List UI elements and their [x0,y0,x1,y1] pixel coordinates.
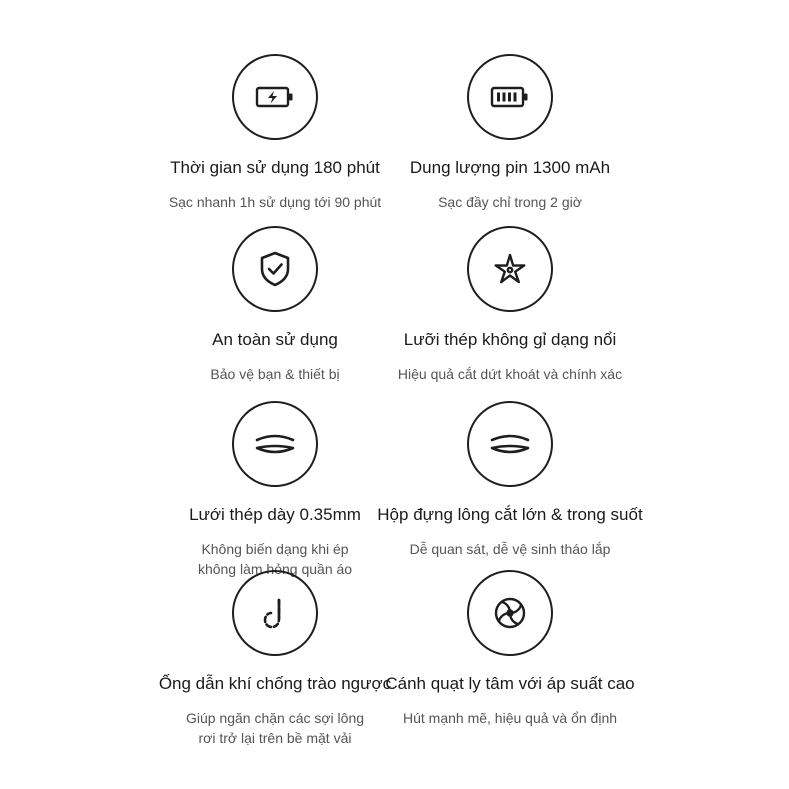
centrifugal-fan-icon [490,593,530,633]
feature-description: Sạc đầy chỉ trong 2 giờ [438,194,582,210]
feature-title: Cánh quạt ly tâm với áp suất cao [385,674,635,693]
battery-full-icon [490,85,530,109]
feature-icon-circle [467,570,553,656]
feature-description: Bảo vệ bạn & thiết bị [210,366,340,382]
feature-icon-circle [232,54,318,140]
shield-check-icon [255,249,295,289]
feature-description: Giúp ngăn chặn các sợi lông rơi trở lại trên bề mặt vải [185,710,365,746]
feature-description: Sạc nhanh 1h sử dụng tới 90 phút [168,194,382,210]
feature-title: Ống dẫn khí chống trào ngược [158,674,392,693]
feature-title: Thời gian sử dụng 180 phút [170,158,380,177]
feature-title: An toàn sử dụng [212,330,338,349]
feature-centrifugal-fan [360,570,660,728]
battery-charging-icon [255,85,295,109]
feature-description: Dễ quan sát, dễ vệ sinh tháo lắp [409,541,611,557]
feature-icon-circle [467,226,553,312]
feature-floating-blade [360,226,660,384]
air-duct-icon [255,593,295,633]
feature-icon-circle [467,54,553,140]
feature-title: Dung lượng pin 1300 mAh [409,158,611,177]
feature-battery-capacity [360,54,660,212]
feature-icon-circle [232,570,318,656]
feature-icon-circle [232,226,318,312]
feature-description: Không biến dạng khi ép không làm hỏng quần áo [197,541,353,577]
feature-description: Hiệu quả cắt dứt khoát và chính xác [397,366,623,382]
feature-title: Hộp đựng lông cắt lớn & trong suốt [377,505,643,524]
feature-title: Lưỡi thép không gỉ dạng nổi [403,330,617,349]
feature-lint-box [360,401,660,559]
feature-title: Lưới thép dày 0.35mm [189,505,361,524]
steel-mesh-icon [252,429,298,459]
feature-description: Hút mạnh mẽ, hiệu quả và ổn định [402,710,618,726]
floating-blade-icon [490,249,530,289]
feature-icon-circle [232,401,318,487]
feature-icon-circle [467,401,553,487]
lint-box-icon [487,429,533,459]
